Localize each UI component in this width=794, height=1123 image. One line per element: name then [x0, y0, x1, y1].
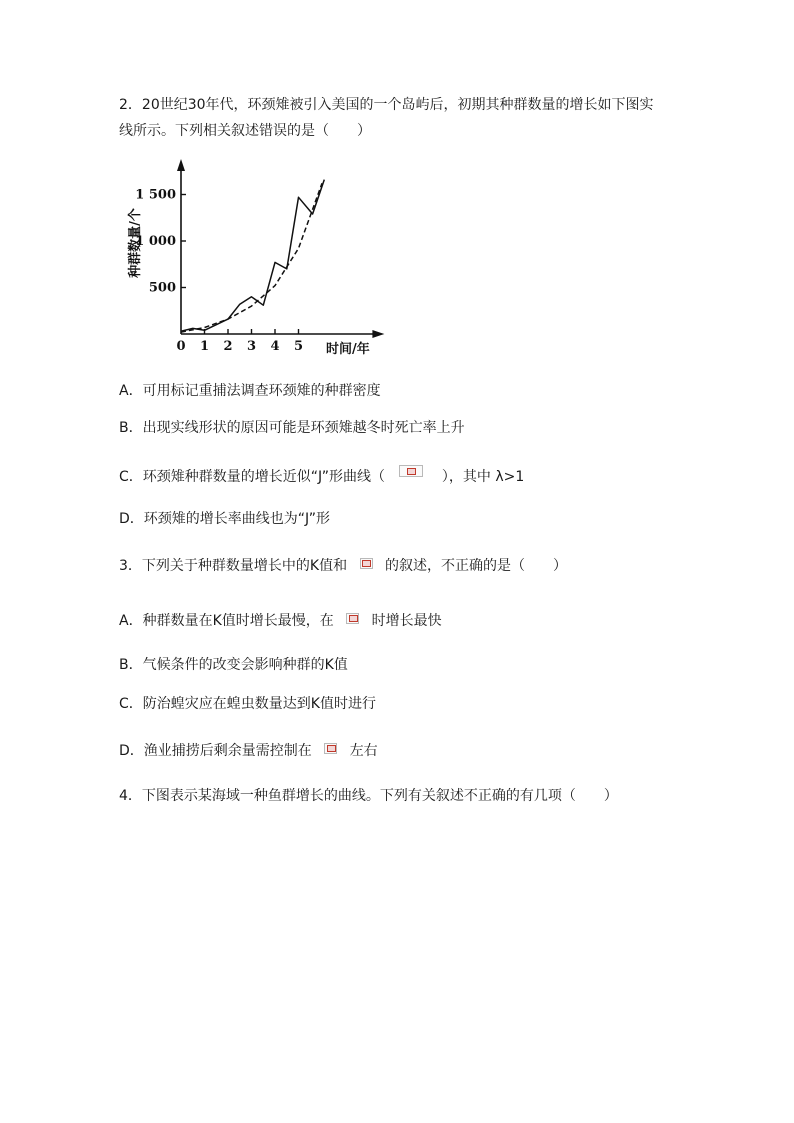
q2-option-c-text-before: C．环颈雉种群数量的增长近似“J”形曲线（ [119, 469, 385, 485]
q3-option-c: C．防治蝗灾应在蝗虫数量达到K值时进行 [119, 696, 376, 712]
chart-series [181, 180, 324, 333]
population-growth-chart [119, 157, 389, 357]
x-tick-label: 5 [293, 339, 304, 354]
y-tick-label: 1 500 [135, 187, 176, 203]
q2-stem-line2: 线所示。下列相关叙述错误的是（ ） [119, 123, 371, 139]
x-tick-label: 4 [270, 339, 280, 354]
x-tick-label: 0 [176, 339, 186, 354]
q2-option-c [119, 467, 524, 487]
y-axis-arrow [177, 159, 185, 171]
q3-option-b: B．气候条件的改变会影响种群的K值 [119, 657, 348, 673]
q3-option-a-text-before: A．种群数量在K值时增长最慢，在 [119, 613, 334, 629]
chart-ticks [135, 188, 303, 355]
q2-option-c-text-after: ），其中 λ>1 [441, 469, 525, 485]
y-tick-label: 500 [148, 280, 176, 296]
q2-option-a: A．可用标记重捕法调查环颈雉的种群密度 [119, 383, 381, 399]
solid-series-line [181, 180, 324, 332]
q3-option-d-text-before: D．渔业捕捞后剩余量需控制在 [119, 743, 312, 759]
x-tick-label: 2 [223, 339, 233, 354]
chart-ylabel: 种群数量/个 [128, 208, 143, 278]
q2-stem-line1: 2．20世纪30年代，环颈雉被引入美国的一个岛屿后，初期其种群数量的增长如下图实 [119, 97, 654, 113]
q3-option-d-text-after: 左右 [349, 743, 378, 759]
q3-stem-text-before: 3．下列关于种群数量增长中的K值和 [119, 558, 348, 574]
chart-axes [177, 159, 384, 338]
q2-option-b: B．出现实线形状的原因可能是环颈雉越冬时死亡率上升 [119, 420, 465, 436]
y-tick-label: 1 000 [135, 234, 176, 249]
q3-option-a-text-after: 时增长最快 [371, 613, 442, 629]
broken-image-icon [360, 558, 373, 569]
x-axis-arrow [372, 330, 384, 338]
q3-stem [119, 556, 567, 576]
broken-image-icon [346, 613, 359, 624]
q2-option-d: D．环颈雉的增长率曲线也为“J”形 [119, 511, 330, 527]
q4-stem: 4．下图表示某海域一种鱼群增长的曲线。下列有关叙述不正确的有几项（ ） [119, 788, 618, 804]
dashed-series-line [181, 183, 322, 332]
x-tick-label: 1 [199, 339, 210, 354]
q3-option-a [119, 611, 442, 631]
broken-image-icon [399, 465, 423, 477]
q3-stem-text-after: 的叙述，不正确的是（ ） [385, 558, 567, 574]
q3-option-d [119, 741, 378, 761]
x-tick-label: 3 [246, 339, 257, 354]
broken-image-icon [324, 743, 337, 754]
chart-xlabel: 时间/年 [326, 342, 370, 357]
